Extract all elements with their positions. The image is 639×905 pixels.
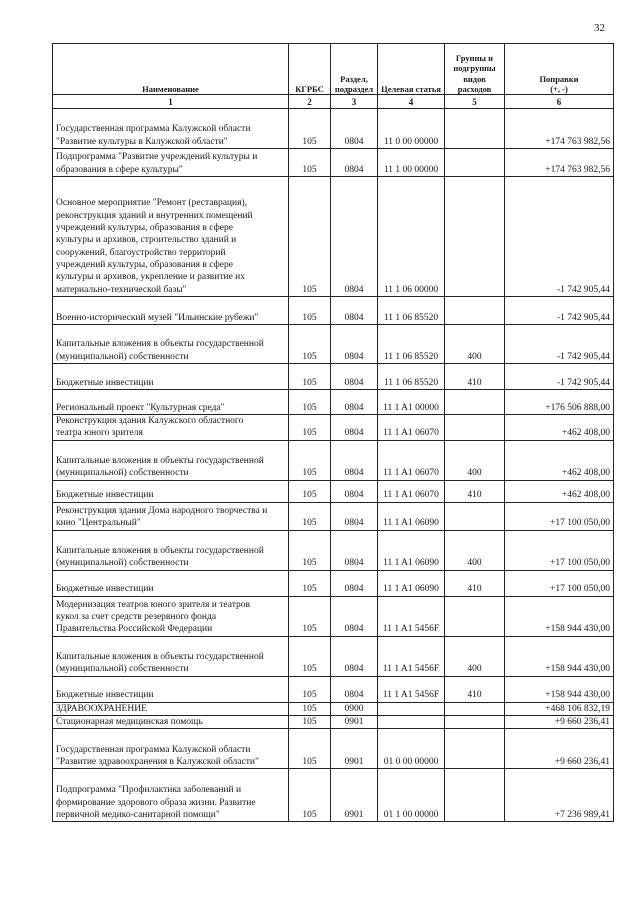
table-row	[53, 769, 614, 822]
row-kgrbs: 105	[289, 636, 331, 676]
row-kgrbs: 105	[289, 570, 331, 596]
row-kgrbs: 105	[289, 480, 331, 502]
row-section: 0804	[331, 297, 378, 325]
row-group: 410	[445, 676, 505, 702]
row-group	[445, 596, 505, 636]
row-amount: +7 236 989,41	[505, 769, 614, 822]
row-name: Капитальные вложения в объекты государственной (муниципальной) собственности	[53, 636, 289, 676]
table-row	[53, 325, 614, 364]
row-kgrbs: 105	[289, 440, 331, 480]
table-row	[53, 570, 614, 596]
row-amount: +158 944 430,00	[505, 676, 614, 702]
row-group: 400	[445, 325, 505, 364]
row-kgrbs: 105	[289, 177, 331, 297]
header-name: Наименование	[53, 44, 289, 95]
row-section: 0804	[331, 440, 378, 480]
row-kgrbs: 105	[289, 415, 331, 441]
column-number: 6	[505, 95, 614, 109]
table-row	[53, 480, 614, 502]
row-kgrbs: 105	[289, 297, 331, 325]
row-group	[445, 729, 505, 769]
row-target: 11 1 A1 06090	[378, 570, 445, 596]
row-kgrbs: 105	[289, 769, 331, 822]
row-target: 11 1 A1 00000	[378, 390, 445, 415]
row-amount: -1 742 905,44	[505, 325, 614, 364]
row-section: 0804	[331, 502, 378, 530]
row-kgrbs: 105	[289, 596, 331, 636]
row-name: Подпрограмма "Развитие учреждений культуры и образования в сфере культуры"	[53, 149, 289, 177]
table-row	[53, 502, 614, 530]
page-number: 32	[594, 22, 605, 34]
row-kgrbs: 105	[289, 364, 331, 390]
column-number: 3	[331, 95, 378, 109]
header-amendments: Поправки (+, -)	[505, 44, 614, 95]
row-target: 01 1 00 00000	[378, 769, 445, 822]
column-number: 4	[378, 95, 445, 109]
row-section: 0804	[331, 109, 378, 149]
row-kgrbs: 105	[289, 109, 331, 149]
row-name: Бюджетные инвестиции	[53, 364, 289, 390]
row-section: 0804	[331, 636, 378, 676]
row-amount: +17 100 050,00	[505, 502, 614, 530]
header-kgrbs: КГРБС	[289, 44, 331, 95]
row-name: Основное мероприятие "Ремонт (реставрация), реконструкция зданий и внутренних помещений учреждений культуры, образования в сфере культуры и архивов, строительство зданий и сооружений, благоустройство территорий учреждений культуры, образования в сфере культуры и архивов, укрепление и развитие их материально-технической базы"	[53, 177, 289, 297]
row-amount: -1 742 905,44	[505, 364, 614, 390]
row-section: 0804	[331, 325, 378, 364]
row-group: 410	[445, 570, 505, 596]
table-row	[53, 415, 614, 441]
row-name: Военно-исторический музей "Ильинские рубежи"	[53, 297, 289, 325]
column-number-row	[53, 95, 614, 109]
header-section: Раздел, подраздел	[331, 44, 378, 95]
row-target: 11 1 A1 5456F	[378, 636, 445, 676]
row-name: Подпрограмма "Профилактика заболеваний и формирование здорового образа жизни. Развитие первичной медико-санитарной помощи"	[53, 769, 289, 822]
row-amount: -1 742 905,44	[505, 297, 614, 325]
row-section: 0804	[331, 570, 378, 596]
row-target: 11 1 A1 06090	[378, 502, 445, 530]
row-name: Реконструкция здания Дома народного творчества и кино "Центральный"	[53, 502, 289, 530]
table-row	[53, 636, 614, 676]
row-group	[445, 702, 505, 715]
row-name: Стационарная медицинская помощь	[53, 716, 289, 729]
table-row	[53, 702, 614, 715]
row-target: 11 1 06 85520	[378, 325, 445, 364]
row-group: 400	[445, 636, 505, 676]
row-section: 0804	[331, 390, 378, 415]
column-number: 5	[445, 95, 505, 109]
row-name: Бюджетные инвестиции	[53, 480, 289, 502]
row-amount: +17 100 050,00	[505, 570, 614, 596]
row-name: Модернизация театров юного зрителя и театров кукол за счет средств резервного фонда Правительства Российской Федерации	[53, 596, 289, 636]
table-row	[53, 364, 614, 390]
row-section: 0804	[331, 596, 378, 636]
row-target: 11 1 A1 5456F	[378, 676, 445, 702]
row-kgrbs: 105	[289, 502, 331, 530]
table-row	[53, 729, 614, 769]
row-target: 01 0 00 00000	[378, 729, 445, 769]
row-name: Капитальные вложения в объекты государственной (муниципальной) собственности	[53, 530, 289, 570]
header-groups: Группы и подгруппы видов расходов	[445, 44, 505, 95]
row-kgrbs: 105	[289, 325, 331, 364]
table-row	[53, 149, 614, 177]
row-section: 0804	[331, 364, 378, 390]
row-name: Капитальные вложения в объекты государственной (муниципальной) собственности	[53, 325, 289, 364]
table-row	[53, 530, 614, 570]
row-target: 11 0 00 00000	[378, 109, 445, 149]
row-group	[445, 177, 505, 297]
column-number: 2	[289, 95, 331, 109]
row-name: Реконструкция здания Калужского областного театра юного зрителя	[53, 415, 289, 441]
row-group	[445, 390, 505, 415]
row-group	[445, 769, 505, 822]
row-kgrbs: 105	[289, 729, 331, 769]
row-group	[445, 502, 505, 530]
row-group	[445, 716, 505, 729]
row-target	[378, 702, 445, 715]
row-section: 0901	[331, 729, 378, 769]
row-amount: +158 944 430,00	[505, 636, 614, 676]
row-kgrbs: 105	[289, 390, 331, 415]
row-section: 0804	[331, 676, 378, 702]
row-section: 0901	[331, 716, 378, 729]
row-kgrbs: 105	[289, 530, 331, 570]
row-target: 11 1 A1 06090	[378, 530, 445, 570]
header-row	[53, 44, 614, 95]
row-target: 11 1 A1 06070	[378, 440, 445, 480]
row-group	[445, 109, 505, 149]
row-group	[445, 415, 505, 441]
row-name: Региональный проект "Культурная среда"	[53, 390, 289, 415]
row-amount: +17 100 050,00	[505, 530, 614, 570]
row-name: Государственная программа Калужской области "Развитие здравоохранения в Калужской области"	[53, 729, 289, 769]
row-target: 11 1 00 00000	[378, 149, 445, 177]
row-name: Капитальные вложения в объекты государственной (муниципальной) собственности	[53, 440, 289, 480]
row-section: 0901	[331, 769, 378, 822]
row-kgrbs: 105	[289, 149, 331, 177]
table-row	[53, 596, 614, 636]
row-group	[445, 149, 505, 177]
row-kgrbs: 105	[289, 702, 331, 715]
row-target: 11 1 A1 06070	[378, 415, 445, 441]
row-target	[378, 716, 445, 729]
row-target: 11 1 A1 06070	[378, 480, 445, 502]
table-row	[53, 109, 614, 149]
row-amount: -1 742 905,44	[505, 177, 614, 297]
row-name: Бюджетные инвестиции	[53, 676, 289, 702]
row-group: 400	[445, 440, 505, 480]
row-section: 0804	[331, 177, 378, 297]
row-amount: +174 763 982,56	[505, 149, 614, 177]
table-row	[53, 177, 614, 297]
row-section: 0804	[331, 480, 378, 502]
row-section: 0804	[331, 149, 378, 177]
row-target: 11 1 06 85520	[378, 297, 445, 325]
row-group: 400	[445, 530, 505, 570]
row-group	[445, 297, 505, 325]
row-group: 410	[445, 364, 505, 390]
row-target: 11 1 06 00000	[378, 177, 445, 297]
header-target: Целевая статья	[378, 44, 445, 95]
row-amount: +468 106 832,19	[505, 702, 614, 715]
budget-table	[52, 43, 614, 822]
row-name: Государственная программа Калужской области "Развитие культуры в Калужской области"	[53, 109, 289, 149]
row-amount: +176 506 888,00	[505, 390, 614, 415]
table-row	[53, 390, 614, 415]
row-amount: +158 944 430,00	[505, 596, 614, 636]
row-name: Бюджетные инвестиции	[53, 570, 289, 596]
row-section: 0804	[331, 415, 378, 441]
row-kgrbs: 105	[289, 716, 331, 729]
row-amount: +462 408,00	[505, 480, 614, 502]
row-amount: +9 660 236,41	[505, 729, 614, 769]
row-amount: +174 763 982,56	[505, 109, 614, 149]
row-amount: +462 408,00	[505, 440, 614, 480]
row-section: 0804	[331, 530, 378, 570]
row-target: 11 1 06 85520	[378, 364, 445, 390]
row-target: 11 1 A1 5456F	[378, 596, 445, 636]
row-name: ЗДРАВООХРАНЕНИЕ	[53, 702, 289, 715]
row-amount: +462 408,00	[505, 415, 614, 441]
row-group: 410	[445, 480, 505, 502]
row-kgrbs: 105	[289, 676, 331, 702]
table-row	[53, 676, 614, 702]
row-section: 0900	[331, 702, 378, 715]
table-row	[53, 297, 614, 325]
table-row	[53, 440, 614, 480]
column-number: 1	[53, 95, 289, 109]
row-amount: +9 660 236,41	[505, 716, 614, 729]
table-row	[53, 716, 614, 729]
